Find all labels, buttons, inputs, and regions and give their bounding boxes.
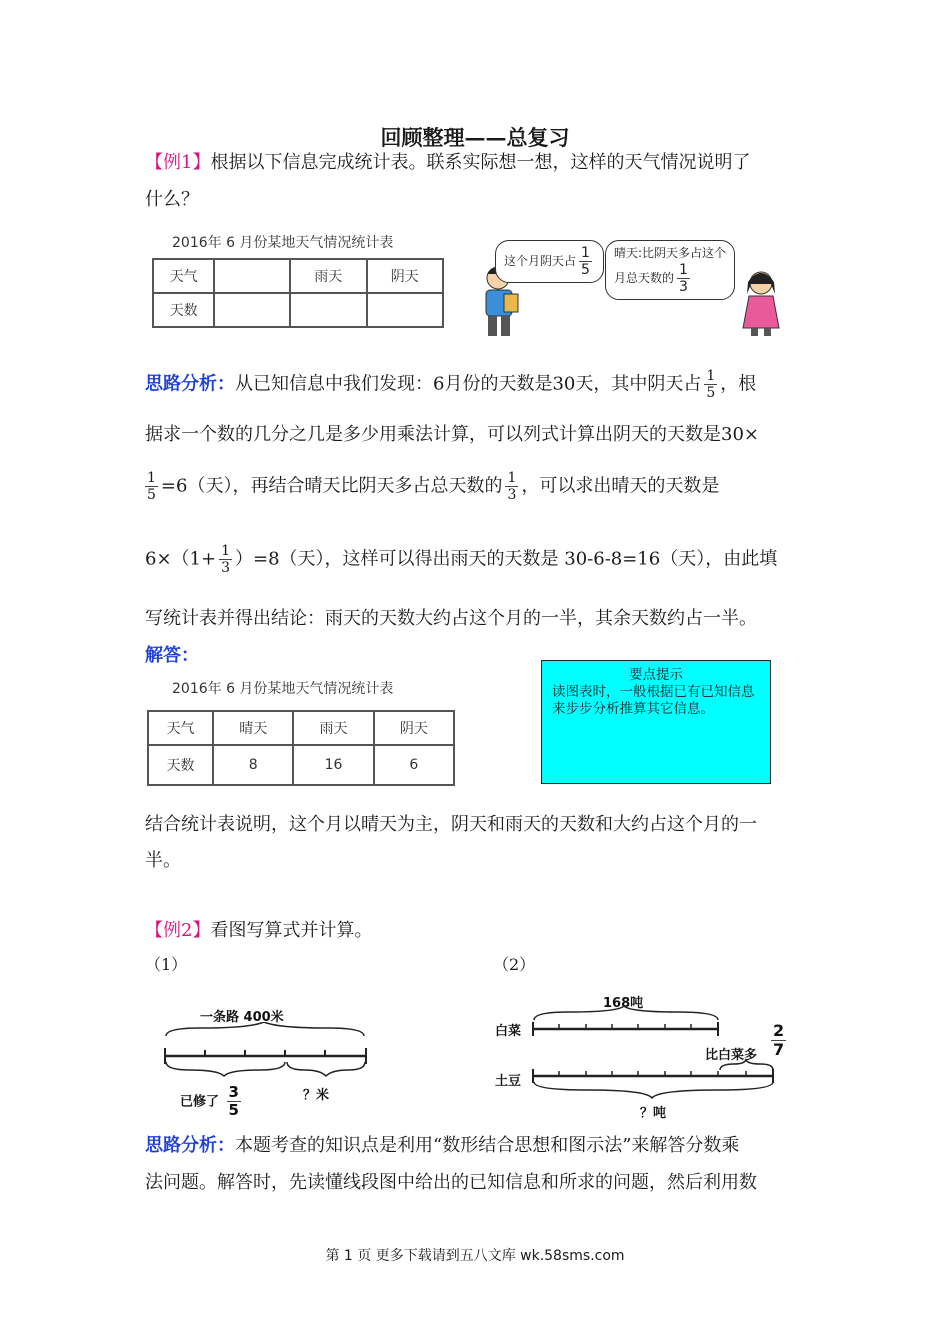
answer-weather-table (147, 710, 455, 786)
frac-num: 1 (221, 543, 230, 559)
part2-label: （2） (493, 955, 536, 974)
frac-den: 3 (679, 279, 688, 296)
fig1-left-brace (166, 1062, 285, 1076)
answer-table-caption: 2016年 6 月份某地天气情况统计表 (172, 681, 394, 697)
fig2-bottom-label: ？吨 (640, 1106, 667, 1121)
frac-num: 3 (228, 1083, 239, 1101)
table-cell: 雨天 (293, 711, 373, 745)
frac-den: 5 (228, 1101, 239, 1120)
analysis-line-4 (145, 543, 777, 576)
frac-num: 1 (507, 470, 517, 486)
frac-num: 2 (773, 1021, 785, 1040)
boy-speech-bubble (495, 240, 604, 283)
analysis-text: ，根 (720, 373, 757, 395)
bubble-text: 晴天:比阴天多占这个 (614, 246, 727, 260)
tip-title: 要点提示 (629, 667, 683, 683)
table-cell: 晴天 (213, 711, 293, 745)
frac-den: 5 (147, 487, 156, 504)
example2-analysis-line-1 (145, 1131, 739, 1157)
fig2-bottom-brace (534, 1082, 773, 1098)
frac-den: 7 (773, 1040, 785, 1060)
table-cell (290, 293, 366, 327)
table-caption: 2016年 6 月份某地天气情况统计表 (172, 235, 394, 251)
bubble-text: 月总天数的 (614, 271, 675, 286)
fig2-top-brace (534, 1006, 718, 1020)
table-cell: 天气 (148, 711, 213, 745)
table-cell: 6 (374, 745, 454, 785)
girl-illustration (735, 268, 787, 338)
analysis-text: 6×（1+ (145, 548, 217, 570)
analysis-line-2: 据求一个数的几分之几是多少用乘法计算，可以列式计算出阴天的天数是30× (145, 424, 759, 445)
analysis-text: ，可以求出晴天的天数是 (521, 475, 720, 497)
table-cell: 雨天 (290, 259, 366, 293)
bubble-text: 这个月阴天占 (504, 254, 577, 269)
fig1-left-text: 已修了 (180, 1094, 220, 1110)
table-cell (367, 293, 443, 327)
table-cell: 阴天 (367, 259, 443, 293)
frac-num: 1 (147, 470, 156, 486)
fig1-left-label (180, 1084, 244, 1120)
analysis-text: ）=8（天），这样可以得出雨天的天数是 30-6-8=16（天），由此填 (235, 548, 778, 570)
answer-label: 解答： (145, 645, 199, 666)
analysis-line-1 (145, 368, 756, 401)
table-cell (214, 293, 290, 327)
fig1-segment-diagram (160, 1022, 375, 1082)
example2-tag: 【例2】 (145, 920, 211, 941)
table-cell: 天数 (153, 293, 214, 327)
frac-den: 3 (507, 487, 517, 504)
analysis-text: 从已知信息中我们发现：6月份的天数是30天，其中阴天占 (235, 373, 702, 395)
part1-label: （1） (145, 955, 188, 974)
frac-den: 3 (221, 560, 230, 577)
table-cell (214, 259, 290, 293)
fig1-top-brace (166, 1022, 364, 1036)
tip-body: 读图表时，一般根据已有已知信息来步步分析推算其它信息。 (552, 684, 755, 717)
analysis-text: =6（天），再结合晴天比阴天多占总天数的 (160, 475, 503, 497)
analysis-line-3 (145, 470, 719, 503)
example2-prompt (145, 916, 372, 942)
frac-den: 5 (706, 385, 716, 402)
fig1-right-brace (287, 1062, 365, 1076)
example1-tag: 【例1】 (145, 152, 211, 173)
analysis-label: 思路分析： (145, 373, 235, 395)
fig2-top-label: 168吨 (603, 996, 644, 1011)
frac-num: 1 (706, 368, 716, 384)
conclusion-line-2: 半。 (145, 850, 181, 871)
frac-num: 1 (581, 245, 590, 261)
conclusion-line-1: 结合统计表说明，这个月以晴天为主，阴天和雨天的天数和大约占这个月的一 (145, 814, 757, 835)
frac-num: 1 (679, 262, 688, 278)
example1-text-2: 什么？ (145, 189, 199, 210)
table-cell: 天数 (148, 745, 213, 785)
fig2-fraction (768, 1022, 789, 1060)
blank-weather-table (152, 258, 444, 328)
example2-text: 看图写算式并计算。 (210, 920, 373, 941)
fig1-top-label: 一条路 400米 (200, 1010, 284, 1025)
example2-analysis-line-2: 法问题。解答时，先读懂线段图中给出的已知信息和所求的问题，然后利用数 (145, 1172, 757, 1193)
fig1-right-label: ？米 (303, 1088, 330, 1103)
table-cell: 阴天 (374, 711, 454, 745)
table-cell: 天气 (153, 259, 214, 293)
tip-box (541, 660, 771, 784)
fig2-potato-label: 土豆 (495, 1074, 522, 1089)
girl-speech-bubble (605, 240, 735, 300)
analysis-line-5: 写统计表并得出结论：雨天的天数大约占这个月的一半，其余天数约占一半。 (145, 608, 757, 629)
fig2-more-label: 比白菜多 (705, 1048, 758, 1063)
example2-analysis-label: 思路分析： (145, 1135, 235, 1156)
example1-prompt (145, 148, 750, 174)
page-footer: 第 1 页 更多下载请到五八文库 wk.58sms.com (325, 1248, 625, 1264)
example1-text: 根据以下信息完成统计表。联系实际想一想，这样的天气情况说明了 (210, 152, 751, 173)
analysis-text: 本题考查的知识点是利用“数形结合思想和图示法”来解答分数乘 (235, 1135, 740, 1156)
frac-den: 5 (581, 262, 590, 279)
fig2-cabbage-label: 白菜 (495, 1024, 522, 1039)
page-title: 回顾整理——总复习 (380, 125, 570, 150)
table-cell: 16 (293, 745, 373, 785)
table-cell: 8 (213, 745, 293, 785)
